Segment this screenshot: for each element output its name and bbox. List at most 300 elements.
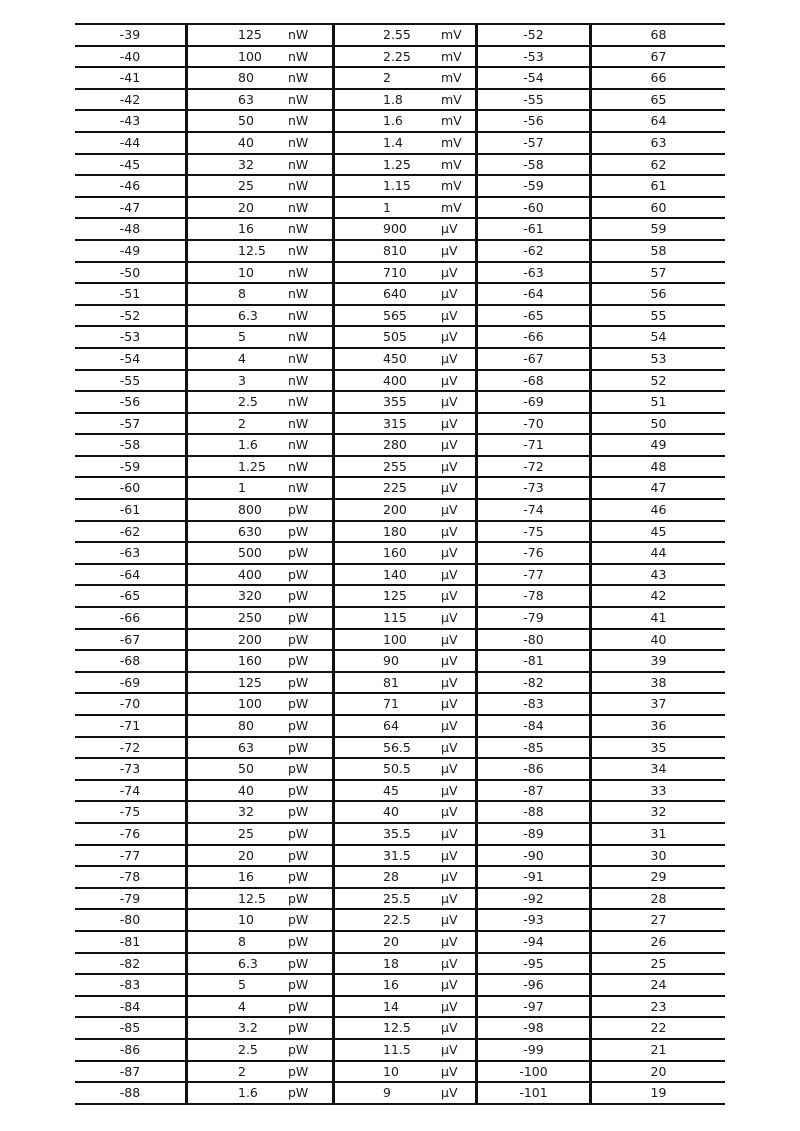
voltage-value-cell: 225	[334, 477, 442, 499]
dbm-ref-cell: -74	[477, 499, 591, 521]
voltage-unit-cell: µV	[441, 283, 477, 305]
dbuv-cell: 59	[591, 218, 726, 240]
voltage-value-cell: 1.15	[334, 175, 442, 197]
dbuv-cell: 22	[591, 1017, 726, 1039]
dbm-cell: -56	[75, 391, 187, 413]
dbuv-cell: 25	[591, 953, 726, 975]
dbm-ref-cell: -94	[477, 931, 591, 953]
dbm-ref-cell: -77	[477, 564, 591, 586]
dbuv-cell: 65	[591, 89, 726, 111]
table-row	[75, 326, 725, 348]
voltage-unit-cell: mV	[441, 89, 477, 111]
table-row	[75, 477, 725, 499]
table-row	[75, 585, 725, 607]
dbm-cell: -58	[75, 434, 187, 456]
dbm-ref-cell: -91	[477, 866, 591, 888]
table-row	[75, 24, 725, 46]
dbm-cell: -82	[75, 953, 187, 975]
table-row	[75, 197, 725, 219]
voltage-unit-cell: µV	[441, 1017, 477, 1039]
voltage-value-cell: 1.6	[334, 110, 442, 132]
power-unit-cell: pW	[288, 499, 334, 521]
voltage-value-cell: 160	[334, 542, 442, 564]
dbuv-cell: 31	[591, 823, 726, 845]
dbuv-cell: 61	[591, 175, 726, 197]
power-value-cell: 1.6	[187, 1082, 289, 1104]
power-value-cell: 50	[187, 110, 289, 132]
table-row	[75, 953, 725, 975]
voltage-value-cell: 2.55	[334, 24, 442, 46]
voltage-unit-cell: µV	[441, 542, 477, 564]
dbm-cell: -54	[75, 348, 187, 370]
table-row	[75, 240, 725, 262]
dbm-cell: -55	[75, 370, 187, 392]
power-unit-cell: pW	[288, 715, 334, 737]
dbm-ref-cell: -69	[477, 391, 591, 413]
table-row	[75, 413, 725, 435]
dbm-ref-cell: -83	[477, 693, 591, 715]
dbm-cell: -53	[75, 326, 187, 348]
dbuv-cell: 33	[591, 780, 726, 802]
power-value-cell: 125	[187, 672, 289, 694]
dbm-ref-cell: -85	[477, 737, 591, 759]
dbm-cell: -78	[75, 866, 187, 888]
dbuv-cell: 51	[591, 391, 726, 413]
power-unit-cell: pW	[288, 974, 334, 996]
dbm-ref-cell: -59	[477, 175, 591, 197]
power-unit-cell: pW	[288, 953, 334, 975]
power-value-cell: 80	[187, 715, 289, 737]
table-row	[75, 931, 725, 953]
dbm-cell: -50	[75, 262, 187, 284]
dbm-cell: -69	[75, 672, 187, 694]
power-unit-cell: pW	[288, 629, 334, 651]
power-value-cell: 12.5	[187, 888, 289, 910]
dbm-ref-cell: -86	[477, 758, 591, 780]
dbm-cell: -75	[75, 801, 187, 823]
voltage-unit-cell: µV	[441, 909, 477, 931]
power-unit-cell: pW	[288, 780, 334, 802]
voltage-value-cell: 81	[334, 672, 442, 694]
power-value-cell: 4	[187, 996, 289, 1018]
dbuv-cell: 67	[591, 46, 726, 68]
voltage-unit-cell: mV	[441, 46, 477, 68]
voltage-value-cell: 2	[334, 67, 442, 89]
voltage-value-cell: 710	[334, 262, 442, 284]
voltage-unit-cell: µV	[441, 521, 477, 543]
table-row	[75, 542, 725, 564]
dbuv-cell: 38	[591, 672, 726, 694]
voltage-value-cell: 140	[334, 564, 442, 586]
voltage-value-cell: 1.8	[334, 89, 442, 111]
dbm-cell: -77	[75, 845, 187, 867]
voltage-value-cell: 900	[334, 218, 442, 240]
voltage-unit-cell: mV	[441, 67, 477, 89]
dbm-cell: -60	[75, 477, 187, 499]
dbuv-cell: 64	[591, 110, 726, 132]
voltage-unit-cell: mV	[441, 110, 477, 132]
dbm-cell: -51	[75, 283, 187, 305]
voltage-value-cell: 1.25	[334, 154, 442, 176]
power-unit-cell: nW	[288, 89, 334, 111]
power-unit-cell: nW	[288, 391, 334, 413]
table-row	[75, 996, 725, 1018]
power-value-cell: 630	[187, 521, 289, 543]
power-value-cell: 5	[187, 974, 289, 996]
dbuv-cell: 56	[591, 283, 726, 305]
table-row	[75, 262, 725, 284]
voltage-value-cell: 100	[334, 629, 442, 651]
voltage-value-cell: 450	[334, 348, 442, 370]
table-row	[75, 845, 725, 867]
dbm-cell: -63	[75, 542, 187, 564]
voltage-unit-cell: µV	[441, 953, 477, 975]
conversion-table	[75, 23, 725, 1105]
voltage-value-cell: 125	[334, 585, 442, 607]
dbm-ref-cell: -52	[477, 24, 591, 46]
voltage-value-cell: 11.5	[334, 1039, 442, 1061]
voltage-unit-cell: µV	[441, 1039, 477, 1061]
dbuv-cell: 46	[591, 499, 726, 521]
voltage-unit-cell: µV	[441, 370, 477, 392]
power-value-cell: 80	[187, 67, 289, 89]
voltage-unit-cell: µV	[441, 801, 477, 823]
dbm-cell: -41	[75, 67, 187, 89]
dbm-ref-cell: -61	[477, 218, 591, 240]
dbuv-cell: 26	[591, 931, 726, 953]
voltage-unit-cell: µV	[441, 305, 477, 327]
power-unit-cell: nW	[288, 110, 334, 132]
dbm-ref-cell: -90	[477, 845, 591, 867]
table-row	[75, 46, 725, 68]
voltage-unit-cell: µV	[441, 1082, 477, 1104]
dbuv-cell: 29	[591, 866, 726, 888]
dbm-cell: -86	[75, 1039, 187, 1061]
dbm-ref-cell: -101	[477, 1082, 591, 1104]
dbm-ref-cell: -78	[477, 585, 591, 607]
dbm-cell: -66	[75, 607, 187, 629]
voltage-unit-cell: µV	[441, 737, 477, 759]
voltage-value-cell: 31.5	[334, 845, 442, 867]
voltage-value-cell: 505	[334, 326, 442, 348]
voltage-value-cell: 20	[334, 931, 442, 953]
table-row	[75, 909, 725, 931]
power-value-cell: 200	[187, 629, 289, 651]
dbuv-cell: 58	[591, 240, 726, 262]
voltage-value-cell: 565	[334, 305, 442, 327]
dbm-ref-cell: -64	[477, 283, 591, 305]
document-page	[75, 23, 725, 1105]
dbm-ref-cell: -75	[477, 521, 591, 543]
dbuv-cell: 28	[591, 888, 726, 910]
power-value-cell: 3.2	[187, 1017, 289, 1039]
dbm-cell: -49	[75, 240, 187, 262]
power-value-cell: 8	[187, 931, 289, 953]
power-value-cell: 1.6	[187, 434, 289, 456]
voltage-unit-cell: µV	[441, 218, 477, 240]
table-row	[75, 175, 725, 197]
dbm-cell: -70	[75, 693, 187, 715]
power-unit-cell: nW	[288, 413, 334, 435]
table-row	[75, 370, 725, 392]
power-unit-cell: nW	[288, 283, 334, 305]
dbm-cell: -59	[75, 456, 187, 478]
dbuv-cell: 41	[591, 607, 726, 629]
voltage-value-cell: 180	[334, 521, 442, 543]
voltage-unit-cell: µV	[441, 564, 477, 586]
table-row	[75, 110, 725, 132]
power-unit-cell: pW	[288, 888, 334, 910]
voltage-unit-cell: µV	[441, 607, 477, 629]
power-unit-cell: pW	[288, 585, 334, 607]
table-row	[75, 391, 725, 413]
power-value-cell: 8	[187, 283, 289, 305]
dbm-ref-cell: -84	[477, 715, 591, 737]
voltage-value-cell: 1	[334, 197, 442, 219]
power-value-cell: 400	[187, 564, 289, 586]
power-unit-cell: pW	[288, 801, 334, 823]
voltage-unit-cell: µV	[441, 996, 477, 1018]
dbm-cell: -44	[75, 132, 187, 154]
conversion-table-body	[75, 24, 725, 1104]
power-unit-cell: nW	[288, 67, 334, 89]
table-row	[75, 456, 725, 478]
table-row	[75, 67, 725, 89]
voltage-unit-cell: mV	[441, 197, 477, 219]
dbm-cell: -73	[75, 758, 187, 780]
power-unit-cell: pW	[288, 672, 334, 694]
dbm-cell: -74	[75, 780, 187, 802]
power-unit-cell: nW	[288, 305, 334, 327]
dbm-ref-cell: -57	[477, 132, 591, 154]
voltage-value-cell: 22.5	[334, 909, 442, 931]
table-row	[75, 283, 725, 305]
dbm-cell: -81	[75, 931, 187, 953]
power-value-cell: 2	[187, 413, 289, 435]
voltage-unit-cell: mV	[441, 175, 477, 197]
voltage-value-cell: 315	[334, 413, 442, 435]
power-unit-cell: nW	[288, 154, 334, 176]
voltage-value-cell: 18	[334, 953, 442, 975]
dbm-ref-cell: -97	[477, 996, 591, 1018]
power-value-cell: 2	[187, 1061, 289, 1083]
dbuv-cell: 47	[591, 477, 726, 499]
dbm-ref-cell: -96	[477, 974, 591, 996]
power-unit-cell: nW	[288, 477, 334, 499]
dbm-ref-cell: -72	[477, 456, 591, 478]
dbuv-cell: 62	[591, 154, 726, 176]
dbm-cell: -39	[75, 24, 187, 46]
power-value-cell: 50	[187, 758, 289, 780]
dbm-cell: -72	[75, 737, 187, 759]
voltage-value-cell: 355	[334, 391, 442, 413]
dbm-ref-cell: -73	[477, 477, 591, 499]
table-row	[75, 823, 725, 845]
power-value-cell: 160	[187, 650, 289, 672]
dbuv-cell: 53	[591, 348, 726, 370]
dbm-ref-cell: -60	[477, 197, 591, 219]
power-value-cell: 2.5	[187, 391, 289, 413]
voltage-value-cell: 90	[334, 650, 442, 672]
table-row	[75, 715, 725, 737]
dbuv-cell: 50	[591, 413, 726, 435]
dbm-cell: -88	[75, 1082, 187, 1104]
voltage-unit-cell: µV	[441, 434, 477, 456]
power-value-cell: 6.3	[187, 305, 289, 327]
table-row	[75, 564, 725, 586]
power-unit-cell: pW	[288, 866, 334, 888]
power-unit-cell: pW	[288, 1039, 334, 1061]
voltage-unit-cell: µV	[441, 456, 477, 478]
dbm-cell: -76	[75, 823, 187, 845]
dbm-cell: -65	[75, 585, 187, 607]
power-unit-cell: nW	[288, 326, 334, 348]
voltage-unit-cell: µV	[441, 413, 477, 435]
table-row	[75, 888, 725, 910]
voltage-unit-cell: µV	[441, 348, 477, 370]
power-value-cell: 250	[187, 607, 289, 629]
dbuv-cell: 36	[591, 715, 726, 737]
power-value-cell: 40	[187, 132, 289, 154]
dbm-ref-cell: -79	[477, 607, 591, 629]
dbm-cell: -62	[75, 521, 187, 543]
voltage-unit-cell: µV	[441, 931, 477, 953]
table-row	[75, 1082, 725, 1104]
power-unit-cell: nW	[288, 434, 334, 456]
dbuv-cell: 27	[591, 909, 726, 931]
power-value-cell: 63	[187, 737, 289, 759]
dbm-ref-cell: -68	[477, 370, 591, 392]
table-row	[75, 737, 725, 759]
voltage-value-cell: 640	[334, 283, 442, 305]
dbuv-cell: 52	[591, 370, 726, 392]
dbuv-cell: 35	[591, 737, 726, 759]
dbm-ref-cell: -81	[477, 650, 591, 672]
dbm-ref-cell: -76	[477, 542, 591, 564]
power-value-cell: 1.25	[187, 456, 289, 478]
dbuv-cell: 43	[591, 564, 726, 586]
power-unit-cell: nW	[288, 456, 334, 478]
power-unit-cell: nW	[288, 218, 334, 240]
power-unit-cell: nW	[288, 197, 334, 219]
power-value-cell: 20	[187, 197, 289, 219]
power-unit-cell: pW	[288, 823, 334, 845]
power-value-cell: 100	[187, 693, 289, 715]
table-row	[75, 866, 725, 888]
voltage-unit-cell: µV	[441, 974, 477, 996]
dbm-cell: -42	[75, 89, 187, 111]
power-value-cell: 100	[187, 46, 289, 68]
dbm-ref-cell: -63	[477, 262, 591, 284]
voltage-unit-cell: µV	[441, 391, 477, 413]
voltage-value-cell: 16	[334, 974, 442, 996]
dbm-ref-cell: -89	[477, 823, 591, 845]
table-row	[75, 305, 725, 327]
table-row	[75, 650, 725, 672]
dbuv-cell: 44	[591, 542, 726, 564]
dbm-cell: -43	[75, 110, 187, 132]
table-row	[75, 801, 725, 823]
dbm-cell: -83	[75, 974, 187, 996]
voltage-unit-cell: mV	[441, 132, 477, 154]
voltage-unit-cell: µV	[441, 780, 477, 802]
voltage-unit-cell: µV	[441, 650, 477, 672]
dbm-cell: -68	[75, 650, 187, 672]
dbuv-cell: 34	[591, 758, 726, 780]
power-unit-cell: nW	[288, 262, 334, 284]
dbm-ref-cell: -58	[477, 154, 591, 176]
power-unit-cell: pW	[288, 1082, 334, 1104]
dbuv-cell: 32	[591, 801, 726, 823]
voltage-unit-cell: µV	[441, 326, 477, 348]
table-row	[75, 499, 725, 521]
dbm-ref-cell: -67	[477, 348, 591, 370]
voltage-unit-cell: µV	[441, 888, 477, 910]
voltage-value-cell: 10	[334, 1061, 442, 1083]
power-unit-cell: pW	[288, 1017, 334, 1039]
dbm-ref-cell: -71	[477, 434, 591, 456]
dbm-ref-cell: -98	[477, 1017, 591, 1039]
voltage-value-cell: 64	[334, 715, 442, 737]
dbm-ref-cell: -88	[477, 801, 591, 823]
power-unit-cell: pW	[288, 564, 334, 586]
power-value-cell: 800	[187, 499, 289, 521]
power-unit-cell: nW	[288, 240, 334, 262]
voltage-value-cell: 1.4	[334, 132, 442, 154]
voltage-unit-cell: µV	[441, 758, 477, 780]
power-unit-cell: pW	[288, 693, 334, 715]
table-row	[75, 132, 725, 154]
power-unit-cell: pW	[288, 650, 334, 672]
voltage-unit-cell: µV	[441, 585, 477, 607]
dbm-cell: -84	[75, 996, 187, 1018]
voltage-value-cell: 35.5	[334, 823, 442, 845]
power-unit-cell: pW	[288, 542, 334, 564]
power-unit-cell: pW	[288, 909, 334, 931]
dbm-ref-cell: -70	[477, 413, 591, 435]
power-unit-cell: pW	[288, 1061, 334, 1083]
power-value-cell: 500	[187, 542, 289, 564]
voltage-value-cell: 12.5	[334, 1017, 442, 1039]
dbm-cell: -67	[75, 629, 187, 651]
table-row	[75, 693, 725, 715]
voltage-value-cell: 2.25	[334, 46, 442, 68]
dbuv-cell: 60	[591, 197, 726, 219]
table-row	[75, 672, 725, 694]
dbuv-cell: 39	[591, 650, 726, 672]
dbuv-cell: 19	[591, 1082, 726, 1104]
dbm-ref-cell: -65	[477, 305, 591, 327]
dbm-ref-cell: -87	[477, 780, 591, 802]
voltage-unit-cell: µV	[441, 693, 477, 715]
dbm-cell: -71	[75, 715, 187, 737]
table-row	[75, 758, 725, 780]
voltage-value-cell: 200	[334, 499, 442, 521]
power-value-cell: 10	[187, 262, 289, 284]
dbuv-cell: 24	[591, 974, 726, 996]
power-value-cell: 4	[187, 348, 289, 370]
dbuv-cell: 48	[591, 456, 726, 478]
dbm-ref-cell: -56	[477, 110, 591, 132]
table-row	[75, 521, 725, 543]
table-row	[75, 434, 725, 456]
dbm-ref-cell: -66	[477, 326, 591, 348]
power-value-cell: 16	[187, 866, 289, 888]
dbuv-cell: 55	[591, 305, 726, 327]
table-row	[75, 974, 725, 996]
dbm-cell: -48	[75, 218, 187, 240]
voltage-unit-cell: µV	[441, 1061, 477, 1083]
